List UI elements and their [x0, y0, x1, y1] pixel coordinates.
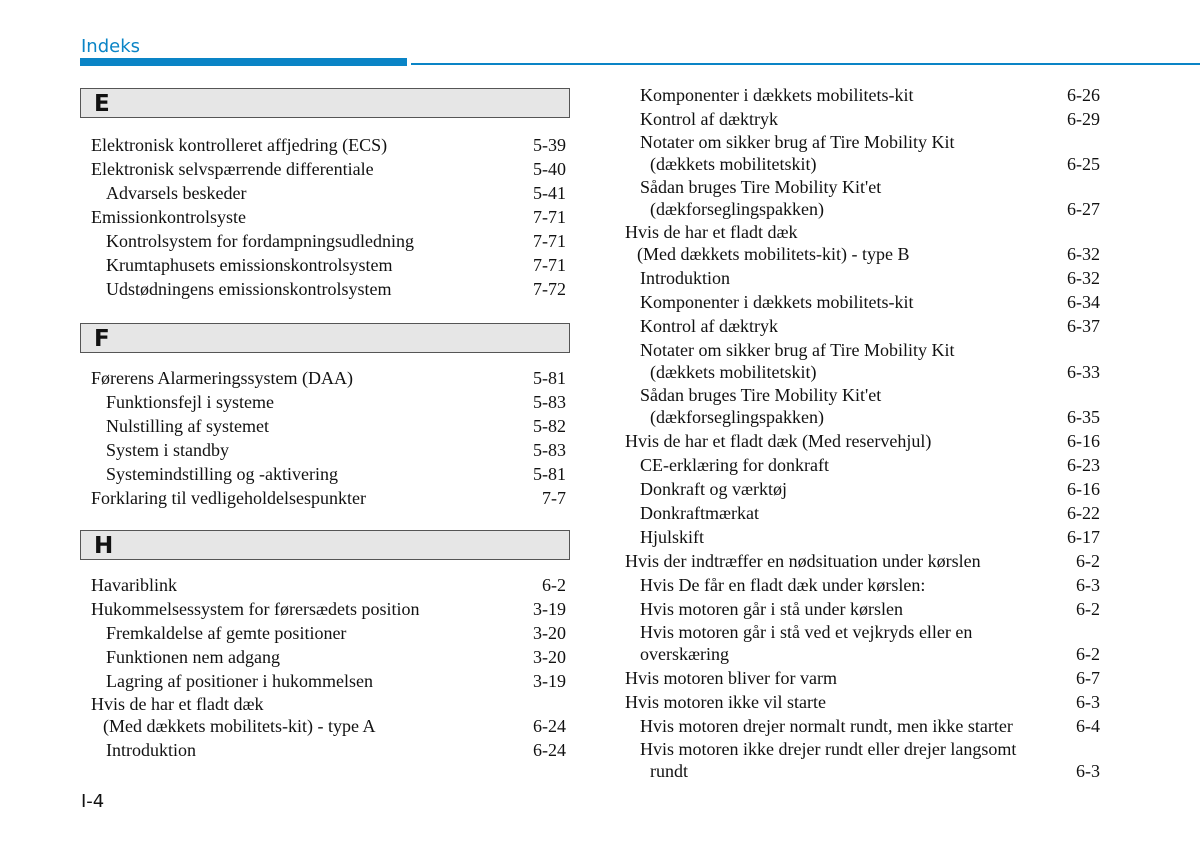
entry-label: overskæring — [640, 644, 729, 664]
index-entry — [106, 230, 566, 252]
entry-label: Hvis De får en fladt dæk under kørslen: — [640, 575, 926, 595]
index-entry — [650, 361, 1100, 383]
entry-label: Donkraft og værktøj — [640, 479, 787, 499]
entry-page: 5-41 — [533, 183, 566, 203]
index-entry — [106, 254, 566, 276]
entry-page: 7-72 — [533, 279, 566, 299]
index-entry — [106, 182, 566, 204]
entry-label: (dækforseglingspakken) — [650, 407, 824, 427]
index-entry — [640, 478, 1100, 500]
header-rule-thick — [80, 58, 407, 66]
entry-label: Systemindstilling og -aktivering — [106, 464, 338, 484]
entry-page: 6-23 — [1067, 455, 1100, 475]
index-entry — [91, 574, 566, 596]
entry-heading: Hvis de har et fladt dæk — [91, 694, 264, 714]
index-entry — [91, 158, 566, 180]
entry-label: Fremkaldelse af gemte positioner — [106, 623, 347, 643]
index-entry — [640, 715, 1100, 737]
entry-label: Førerens Alarmeringssystem (DAA) — [91, 368, 353, 388]
index-entry — [640, 84, 1100, 106]
entry-page: 6-25 — [1067, 154, 1100, 174]
entry-label: Lagring af positioner i hukommelsen — [106, 671, 373, 691]
entry-label: Hukommelsessystem for førersædets position — [91, 599, 420, 619]
entry-page: 6-37 — [1067, 316, 1100, 336]
section-letter: F — [94, 326, 110, 352]
page-number: I-4 — [81, 791, 105, 812]
entry-label: Forklaring til vedligeholdelsespunkter — [91, 488, 366, 508]
entry-label: System i standby — [106, 440, 230, 460]
entry-page: 6-24 — [533, 716, 566, 736]
index-entry — [106, 622, 566, 644]
index-entry — [106, 391, 566, 413]
entry-label: Komponenter i dækkets mobilitets-kit — [640, 292, 914, 312]
index-entry — [650, 406, 1100, 428]
entry-page: 6-3 — [1076, 761, 1100, 781]
entry-heading: Hvis de har et fladt dæk — [625, 222, 798, 242]
entry-page: 5-82 — [533, 416, 566, 436]
index-entry — [640, 526, 1100, 548]
header-rule-thin — [411, 63, 1200, 65]
entry-label: Hvis der indtræffer en nødsituation under kørslen — [625, 551, 981, 571]
entry-page: 3-20 — [533, 647, 566, 667]
entry-page: 6-26 — [1067, 85, 1100, 105]
index-entry — [640, 502, 1100, 524]
index-entry — [106, 415, 566, 437]
entry-heading: Sådan bruges Tire Mobility Kit'et — [640, 177, 882, 197]
section-header-h — [80, 530, 570, 560]
entry-page: 7-71 — [533, 231, 566, 251]
entry-page: 6-24 — [533, 740, 566, 760]
index-entry — [640, 291, 1100, 313]
entry-heading: Notater om sikker brug af Tire Mobility Kit — [640, 340, 955, 360]
entry-page: 6-7 — [1076, 668, 1100, 688]
entry-page: 3-20 — [533, 623, 566, 643]
index-entry — [625, 430, 1100, 452]
index-entry — [106, 739, 566, 761]
index-entry — [650, 198, 1100, 220]
entry-page: 6-2 — [1076, 599, 1100, 619]
entry-page: 6-3 — [1076, 692, 1100, 712]
entry-page: 5-81 — [533, 464, 566, 484]
entry-page: 6-2 — [1076, 551, 1100, 571]
index-entry — [650, 760, 1100, 782]
entry-page: 6-22 — [1067, 503, 1100, 523]
entry-page: 3-19 — [533, 599, 566, 619]
entry-label: Introduktion — [640, 268, 730, 288]
entry-page: 5-83 — [533, 440, 566, 460]
index-entry — [91, 206, 566, 228]
entry-heading: Notater om sikker brug af Tire Mobility Kit — [640, 132, 955, 152]
entry-page: 7-71 — [533, 207, 566, 227]
entry-page: 6-32 — [1067, 268, 1100, 288]
entry-label: Nulstilling af systemet — [106, 416, 269, 436]
section-letter: E — [94, 91, 110, 117]
index-entry — [625, 667, 1100, 689]
entry-label: Hvis motoren ikke vil starte — [625, 692, 826, 712]
entry-heading: Sådan bruges Tire Mobility Kit'et — [640, 385, 882, 405]
entry-label: Kontrolsystem for fordampningsudledning — [106, 231, 414, 251]
entry-label: Havariblink — [91, 575, 177, 595]
entry-label: (dækkets mobilitetskit) — [650, 154, 817, 174]
entry-page: 6-32 — [1067, 244, 1100, 264]
index-entry — [91, 598, 566, 620]
entry-label: Funktionen nem adgang — [106, 647, 280, 667]
entry-label: (Med dækkets mobilitets-kit) - type B — [637, 244, 910, 264]
entry-label: Hjulskift — [640, 527, 705, 547]
entry-page: 6-3 — [1076, 575, 1100, 595]
index-entry — [640, 267, 1100, 289]
entry-label: Hvis motoren bliver for varm — [625, 668, 837, 688]
index-entry — [625, 550, 1100, 572]
entry-label: (Med dækkets mobilitets-kit) - type A — [103, 716, 376, 736]
index-entry — [640, 108, 1100, 130]
index-entry — [625, 691, 1100, 713]
entry-page: 5-81 — [533, 368, 566, 388]
entry-label: Emissionkontrolsyste — [91, 207, 247, 227]
entry-label: Introduktion — [106, 740, 196, 760]
entry-label: Funktionsfejl i systeme — [106, 392, 274, 412]
entry-label: Hvis de har et fladt dæk (Med reservehjul) — [625, 431, 932, 451]
index-entry — [106, 670, 566, 692]
entry-label: Krumtaphusets emissionskontrolsystem — [106, 255, 393, 275]
entry-label: Udstødningens emissionskontrolsystem — [106, 279, 392, 299]
index-entry — [640, 454, 1100, 476]
index-entry — [640, 643, 1100, 665]
index-entry — [106, 646, 566, 668]
entry-page: 6-33 — [1067, 362, 1100, 382]
entry-page: 5-40 — [533, 159, 566, 179]
entry-page: 6-17 — [1067, 527, 1100, 547]
entry-label: rundt — [650, 761, 688, 781]
section-header-f — [80, 323, 570, 353]
entry-page: 7-71 — [533, 255, 566, 275]
section-header-e — [80, 88, 570, 118]
entry-page: 6-4 — [1076, 716, 1100, 736]
entry-label: Kontrol af dæktryk — [640, 109, 778, 129]
entry-heading: Hvis motoren går i stå ved et vejkryds eller en — [640, 622, 973, 642]
entry-label: Donkraftmærkat — [640, 503, 759, 523]
entry-label: Advarsels beskeder — [106, 183, 247, 203]
entry-page: 6-34 — [1067, 292, 1100, 312]
index-entry — [650, 153, 1100, 175]
entry-page: 6-35 — [1067, 407, 1100, 427]
index-entry — [106, 463, 566, 485]
entry-label: Hvis motoren drejer normalt rundt, men ikke starter — [640, 716, 1013, 736]
entry-page: 3-19 — [533, 671, 566, 691]
entry-label: (dækforseglingspakken) — [650, 199, 824, 219]
entry-label: Elektronisk kontrolleret affjedring (ECS) — [91, 135, 388, 155]
entry-page: 6-29 — [1067, 109, 1100, 129]
entry-page: 6-16 — [1067, 479, 1100, 499]
index-entry — [106, 439, 566, 461]
entry-page: 6-27 — [1067, 199, 1100, 219]
index-entry — [91, 367, 566, 389]
entry-page: 6-16 — [1067, 431, 1100, 451]
index-entry — [637, 243, 1100, 265]
entry-page: 7-7 — [542, 488, 566, 508]
entry-page: 6-2 — [542, 575, 566, 595]
index-entry — [640, 598, 1100, 620]
page-header-title: Indeks — [81, 36, 141, 57]
entry-page: 6-2 — [1076, 644, 1100, 664]
entry-label: Komponenter i dækkets mobilitets-kit — [640, 85, 914, 105]
index-entry — [106, 278, 566, 300]
entry-page: 5-83 — [533, 392, 566, 412]
section-letter: H — [94, 533, 114, 559]
index-entry — [640, 315, 1100, 337]
entry-label: Hvis motoren går i stå under kørslen — [640, 599, 903, 619]
entry-label: Elektronisk selvspærrende differentiale — [91, 159, 374, 179]
index-entry — [103, 715, 566, 737]
index-entry — [640, 574, 1100, 596]
entry-label: CE-erklæring for donkraft — [640, 455, 829, 475]
entry-heading: Hvis motoren ikke drejer rundt eller drejer langsomt — [640, 739, 1017, 759]
entry-label: Kontrol af dæktryk — [640, 316, 778, 336]
index-entry — [91, 487, 566, 509]
index-entry — [91, 134, 566, 156]
entry-label: (dækkets mobilitetskit) — [650, 362, 817, 382]
entry-page: 5-39 — [533, 135, 566, 155]
